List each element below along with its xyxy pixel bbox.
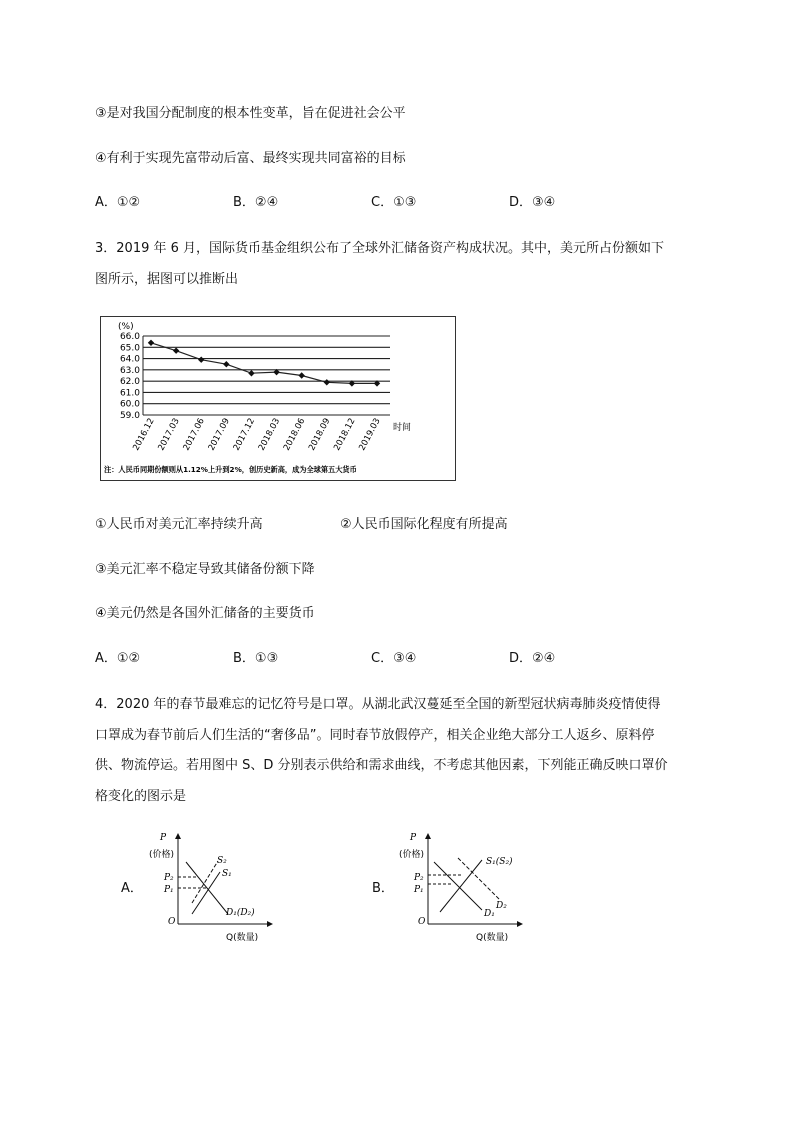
y-tick-label: 61.0 xyxy=(119,388,140,399)
x-tick-label: 2017.09 xyxy=(206,416,232,453)
figure-b-supply-demand xyxy=(390,826,530,946)
q3-option-b[interactable]: B．①③ xyxy=(233,651,279,666)
figure-a-p1-label: P₁ xyxy=(164,885,174,895)
q3-statement-2: ②人民币国际化程度有所提高 xyxy=(340,517,508,532)
figure-a-supply-demand xyxy=(140,826,280,946)
q3-statement-3: ③美元汇率不稳定导致其储备份额下降 xyxy=(95,562,315,577)
q2-option-d[interactable]: D．③④ xyxy=(509,195,556,210)
figure-b-d1-label: D₁ xyxy=(484,909,495,919)
chart-frame xyxy=(101,317,456,481)
y-axis-unit: (%) xyxy=(118,322,134,332)
y-tick-label: 62.0 xyxy=(119,377,140,388)
q3-option-c[interactable]: C．③④ xyxy=(371,651,417,666)
q2-statement-3: ③是对我国分配制度的根本性变革，旨在促进社会公平 xyxy=(95,106,406,121)
x-tick-label: 2016.12 xyxy=(131,416,157,453)
x-tick-label: 2018.09 xyxy=(307,416,333,453)
y-tick-label: 66.0 xyxy=(119,332,140,342)
x-tick-label: 2019.03 xyxy=(357,416,383,453)
figure-a-supply-s1-curve xyxy=(192,872,220,914)
x-tick-label: 2018.12 xyxy=(332,416,358,453)
x-tick-label: 2017.03 xyxy=(156,416,182,453)
q3-statement-4: ④美元仍然是各国外汇储备的主要货币 xyxy=(95,606,315,621)
y-tick-label: 60.0 xyxy=(119,399,140,410)
x-tick-label: 2018.06 xyxy=(281,416,308,453)
y-tick-label: 63.0 xyxy=(119,365,140,376)
x-axis-label: 时间 xyxy=(393,423,412,433)
figure-b-price-label: (价格) xyxy=(399,850,425,860)
figure-a-price-label: (价格) xyxy=(149,850,175,860)
figure-b-q-label: Q(数量) xyxy=(476,933,509,943)
reserve-share-chart xyxy=(100,316,456,481)
y-tick-label: 64.0 xyxy=(119,354,140,365)
q3-option-d[interactable]: D．②④ xyxy=(509,651,556,666)
figure-b-p-label: P xyxy=(410,833,417,843)
figure-b-s-label: S₁(S₂) xyxy=(486,857,513,867)
q2-statement-4: ④有利于实现先富带动后富、最终实现共同富裕的目标 xyxy=(95,151,406,166)
figure-b-p2-label: P₂ xyxy=(414,873,424,883)
figure-b-d2-label: D₂ xyxy=(496,901,507,911)
x-tick-label: 2018.03 xyxy=(256,416,283,453)
x-tick-label: 2017.06 xyxy=(181,416,207,453)
q3-stem-line-2: 图所示，据图可以推断出 xyxy=(95,272,239,287)
q4-stem-line-2: 口罩成为春节前后人们生活的“奢侈品”。同时春节放假停产，相关企业绝大部分工人返乡、原料停 xyxy=(95,728,655,743)
chart-note: 注：人民币同期份额则从1.12%上升到2%，创历史新高，成为全球第五大货币 xyxy=(104,465,357,474)
q4-stem-line-1: 4．2020 年的春节最难忘的记忆符号是口罩。从湖北武汉蔓延至全国的新型冠状病毒肺炎疫情使得 xyxy=(95,697,661,712)
q4-stem-line-3: 供、物流停运。若用图中 S、D 分别表示供给和需求曲线，不考虑其他因素，下列能正确反映口罩价 xyxy=(95,758,668,773)
y-tick-label: 59.0 xyxy=(119,411,140,421)
q2-option-b[interactable]: B．②④ xyxy=(233,195,279,210)
q3-stem-line-1: 3．2019 年 6 月，国际货币基金组织公布了全球外汇储备资产构成状况。其中，美元所占份额如下 xyxy=(95,241,665,256)
figure-a-d-label: D₁(D₂) xyxy=(226,908,255,918)
figure-a-s2-label: S₂ xyxy=(217,856,227,866)
figure-b-label[interactable]: B． xyxy=(372,881,394,896)
figure-b-origin-label: O xyxy=(418,917,426,927)
q4-stem-line-4: 格变化的图示是 xyxy=(95,789,187,804)
figure-a-label[interactable]: A． xyxy=(121,881,143,896)
figure-a-origin-label: O xyxy=(168,917,176,927)
figure-a-q-label: Q(数量) xyxy=(226,933,259,943)
y-tick-label: 65.0 xyxy=(119,343,140,354)
q2-option-c[interactable]: C．①③ xyxy=(371,195,417,210)
q3-statement-1: ①人民币对美元汇率持续升高 xyxy=(95,517,263,532)
q3-option-a[interactable]: A．①② xyxy=(95,651,141,666)
figure-b-p1-label: P₁ xyxy=(414,885,424,895)
q2-option-a[interactable]: A．①② xyxy=(95,195,141,210)
figure-a-s1-label: S₁ xyxy=(222,869,232,879)
figure-a-p-label: P xyxy=(160,833,167,843)
figure-a-p2-label: P₂ xyxy=(164,873,174,883)
x-tick-label: 2017.12 xyxy=(231,416,258,453)
